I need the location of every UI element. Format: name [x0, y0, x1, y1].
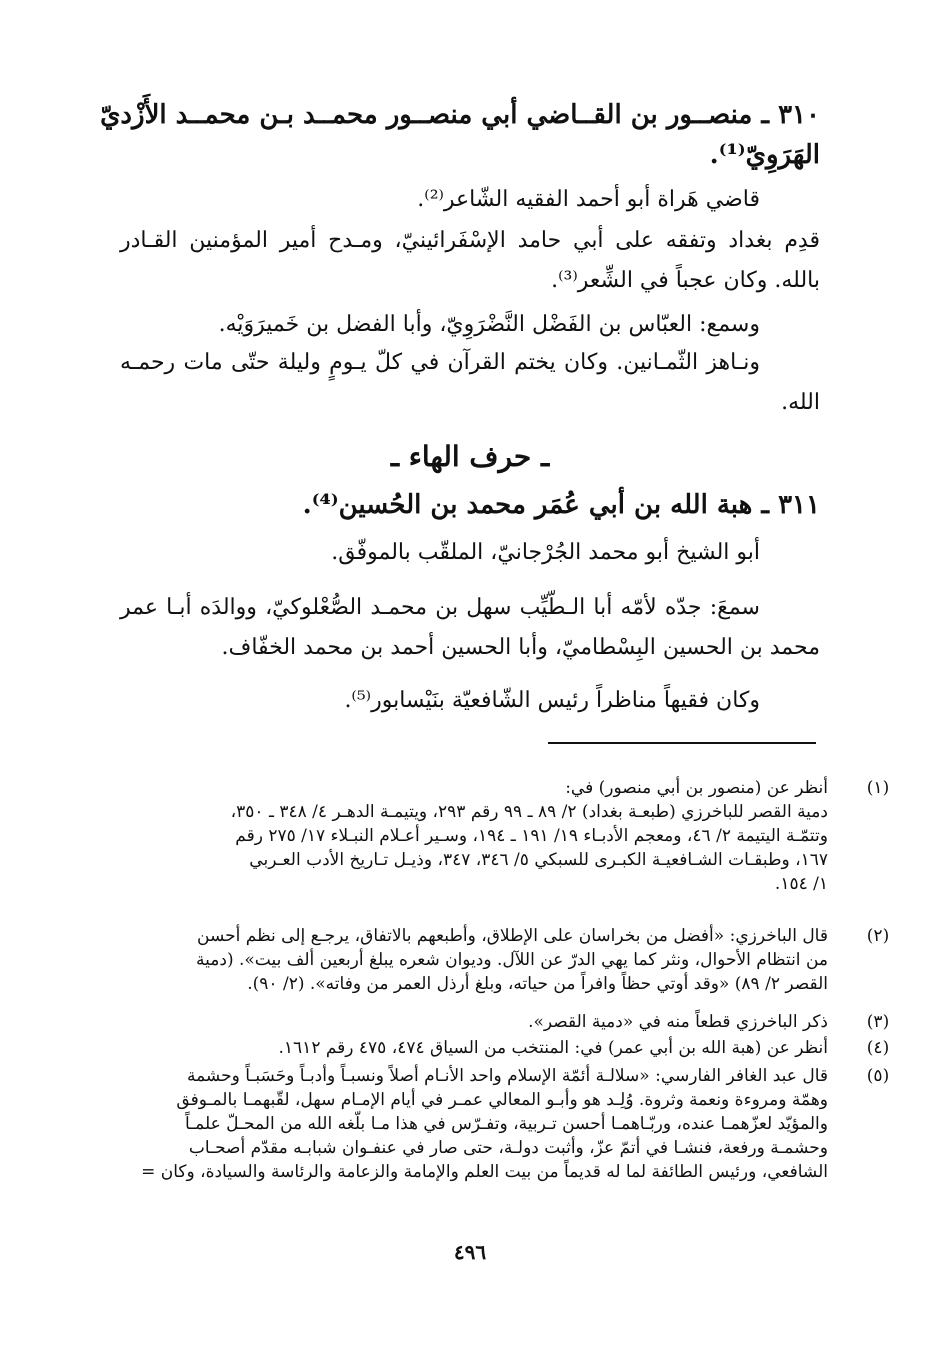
section-heading: ـ حرف الهاء ـ: [390, 440, 550, 473]
entry-310-heading: ٣١٠ ـ منصــور بن القــاضي أبي منصــور محمــد بـن محمــد الأَزْديّ: [100, 100, 820, 130]
footnote-5: [118, 1064, 890, 1184]
footnote-line: ذكر الباخرزي قطعاً منه في «دمية القصر».: [528, 1012, 828, 1032]
footnote-line: أنظر عن (منصور بن أبي منصور) في:: [565, 778, 828, 798]
entry-311-para-3: وكان فقيهاً مناظراً رئيس الشّافعيّة بنَيْسابور⁽⁵⁾.: [344, 688, 760, 713]
footnote-number: (٢): [866, 926, 890, 946]
footnote-line: القصر ٢/ ٨٩) «وقد أوتي حظاً وافراً من حياته، وبلغ أرذل العمر من وفاته». (٢/ ٩٠).: [247, 974, 828, 994]
entry-310-para-4: ونـاهز الثّمـانين. وكان يختم القرآن في كلّ يـومٍ وليلة حتّى مات رحمـه: [120, 350, 760, 375]
footnote-line: ١٦٧، وطبقـات الشـافعيـة الكبـرى للسبكي ٥/ ٣٤٦، ٣٤٧، وذيـل تـاريخ الأدب العـربي: [249, 850, 828, 870]
footnote-3: [118, 1010, 890, 1034]
entry-311-para-2: سمعَ: جدّه لأمّه أبا الـطّيِّب سهل بن محمـد الصُّعْلوكيّ، ووالدَه أبـا عمر: [120, 595, 760, 620]
footnote-line: الشافعي، ورئيس الطائفة لما له قديماً من بيت العلم والإمامة والزعامة والرئاسة والسيادة، وكان =: [141, 1162, 828, 1182]
footnote-line: أنظر عن (هبة الله بن أبي عمر) في: المنتخب من السياق ٤٧٤، ٤٧٥ رقم ١٦١٢.: [278, 1038, 828, 1058]
footnote-line: والمؤيّد لعزّهمـا عنده، وربّـاهمـا أحسن تـربية، وتفـرّس في هذا مـا بلّغه الله من المحـلّ علمـاً: [184, 1114, 828, 1134]
entry-311-para-2-cont: محمد بن الحسين البِسْطاميّ، وأبا الحسين أحمد بن محمد الخفّاف.: [221, 635, 820, 660]
entry-311-para-1: أبو الشيخ أبو محمد الجُرْجانيّ، الملقّب بالموفّق.: [331, 540, 760, 565]
entry-310-para-2: قدِم بغداد وتفقه على أبي حامد الإسْفَرائينيّ، ومـدح أمير المؤمنين القـادر: [120, 228, 820, 253]
footnote-number: (٤): [866, 1038, 890, 1058]
footnote-number: (١): [866, 778, 890, 798]
footnote-line: وحشمـة ورفعة، فنشـا في أتمّ عزّ، وأثبت دولـة، حتى صار في عنفـوان شبابـه مقدّم أصحـاب: [188, 1138, 828, 1158]
entry-310-para-4-cont: الله.: [781, 390, 820, 415]
footnote-divider: [548, 742, 816, 744]
footnote-line: من انتظام الأحوال، ونثر كما يهي الدرّ عن اللآل. وديوان شعره يبلغ أربعين ألف بيت». (دمية: [196, 950, 828, 970]
footnote-line: وتتمّـة اليتيمة ٢/ ٤٦، ومعجم الأدبـاء ١٩/ ١٩١ ـ ١٩٤، وسـير أعـلام النبـلاء ١٧/ ٢٧٥ رقم: [235, 826, 828, 846]
entry-310-para-1: قاضي هَراة أبو أحمد الفقيه الشّاعر⁽²⁾.: [417, 187, 760, 212]
footnote-1: [118, 776, 890, 896]
footnote-line: قال عبد الغافر الفارسي: «سلالـة أئمّة الإسلام واحد الأنـام أصلاً ونسبـاً وأدبـاً وحَسَبـاً وحشمة: [186, 1066, 828, 1086]
footnote-line: وهمّة ومروءة ونعمة وثروة. وُلِـد هو وأبـو المعالي عمـر في أيام الإمـام سهل، لقّبهمـا بالمـوفق: [176, 1090, 828, 1110]
entry-310-para-3: وسمع: العبّاس بن الفَضْل النَّضْرَوِيّ، وأبا الفضل بن خَميرَوَيْه.: [218, 312, 760, 337]
footnote-number: (٣): [866, 1012, 890, 1032]
footnote-2: [118, 924, 890, 996]
footnote-line: ١/ ١٥٤.: [774, 874, 828, 894]
footnote-line: قال الباخرزي: «أفضل من بخراسان على الإطلاق، وأطبعهم بالاتفاق، يرجـع إلى نظم أحسن: [197, 926, 828, 946]
footnote-line: دمية القصر للباخرزي (طبعـة بغداد) ٢/ ٨٩ ـ ٩٩ رقم ٢٩٣، ويتيمـة الدهـر ٤/ ٣٤٨ ـ ٣٥٠،: [230, 802, 828, 822]
footnote-4: [118, 1036, 890, 1060]
entry-310-para-2-cont: بالله. وكان عجباً في الشِّعر⁽³⁾.: [551, 268, 820, 293]
entry-310-heading-cont: الهَرَوِيّ⁽¹⁾.: [709, 140, 820, 170]
footnote-number: (٥): [866, 1066, 890, 1086]
page-number: ٤٩٦: [453, 1240, 487, 1264]
entry-311-heading: ٣١١ ـ هبة الله بن أبي عُمَر محمد بن الحُسين⁽⁴⁾.: [302, 490, 820, 520]
